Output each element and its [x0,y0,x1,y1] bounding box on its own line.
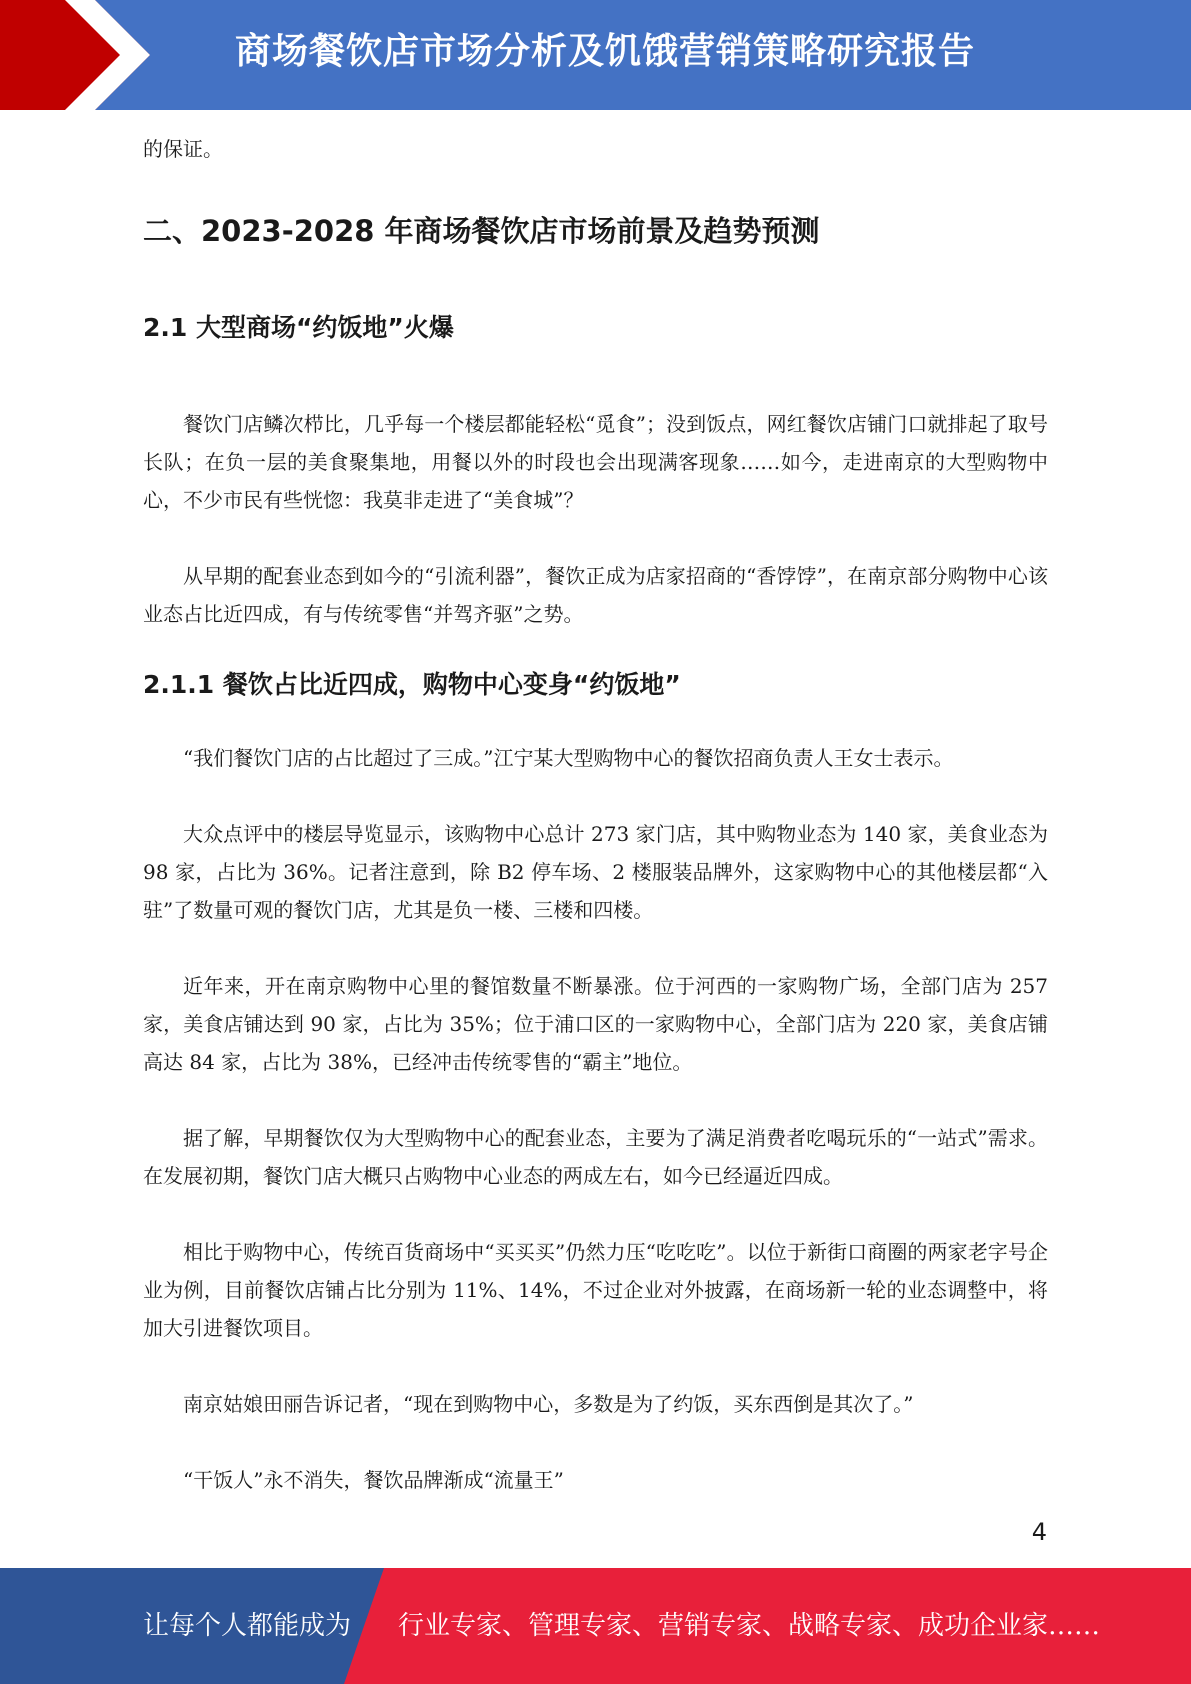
paragraph: 据了解，早期餐饮仅为大型购物中心的配套业态，主要为了满足消费者吃喝玩乐的“一站式”需求。在发展初期，餐饮门店大概只占购物中心业态的两成左右，如今已经逼近四成。 [143,1126,1048,1188]
paragraph: “我们餐饮门店的占比超过了三成。”江宁某大型购物中心的餐饮招商负责人王女士表示。 [183,746,954,770]
paragraph: 南京姑娘田丽告诉记者，“现在到购物中心，多数是为了约饭，买东西倒是其次了。” [183,1392,914,1416]
continuation-text: 的保证。 [143,137,223,161]
page-footer [0,1568,1191,1684]
document-body [143,130,1048,1499]
paragraph: 大众点评中的楼层导览显示，该购物中心总计 273 家门店，其中购物业态为 140 家，美食业态为 98 家，占比为 36%。记者注意到，除 B2 停车场、2 楼服装品牌外，这家购物中心的其他楼层都“入驻”了数量可观的餐饮门店，尤其是负一楼、三楼和四楼。 [143,822,1048,922]
footer-slogan-right: 行业专家、管理专家、营销专家、战略专家、成功企业家…… [398,1611,1101,1641]
paragraph: 相比于购物中心，传统百货商场中“买买买”仍然力压“吃吃吃”。以位于新街口商圈的两家老字号企业为例，目前餐饮店铺占比分别为 11%、14%，不过企业对外披露，在商场新一轮的业态调整中，将加大引进餐饮项目。 [143,1240,1048,1340]
sub-sub-heading: 2.1.1 餐饮占比近四成，购物中心变身“约饭地” [143,670,681,699]
sub-heading: 2.1 大型商场“约饭地”火爆 [143,313,454,342]
header-title: 商场餐饮店市场分析及饥饿营销策略研究报告 [234,31,975,72]
footer-slogan-left: 让每个人都能成为 [143,1611,352,1641]
page-header [0,0,1191,110]
page-number: 4 [1031,1518,1047,1546]
paragraph: 从早期的配套业态到如今的“引流利器”，餐饮正成为店家招商的“香饽饽”，在南京部分购物中心该业态占比近四成，有与传统零售“并驾齐驱”之势。 [143,564,1048,626]
section-heading: 二、2023-2028 年商场餐饮店市场前景及趋势预测 [143,214,820,248]
paragraph: 餐饮门店鳞次栉比，几乎每一个楼层都能轻松“觅食”；没到饭点，网红餐饮店铺门口就排起了取号长队；在负一层的美食聚集地，用餐以外的时段也会出现满客现象……如今，走进南京的大型购物中心，不少市民有些恍惚：我莫非走进了“美食城”？ [143,412,1048,512]
paragraph: “干饭人”永不消失，餐饮品牌渐成“流量王” [183,1468,564,1492]
paragraph: 近年来，开在南京购物中心里的餐馆数量不断暴涨。位于河西的一家购物广场，全部门店为 257 家，美食店铺达到 90 家，占比为 35%；位于浦口区的一家购物中心，全部门店为 220 家，美食店铺高达 84 家，占比为 38%，已经冲击传统零售的“霸主”地位。 [143,974,1048,1074]
